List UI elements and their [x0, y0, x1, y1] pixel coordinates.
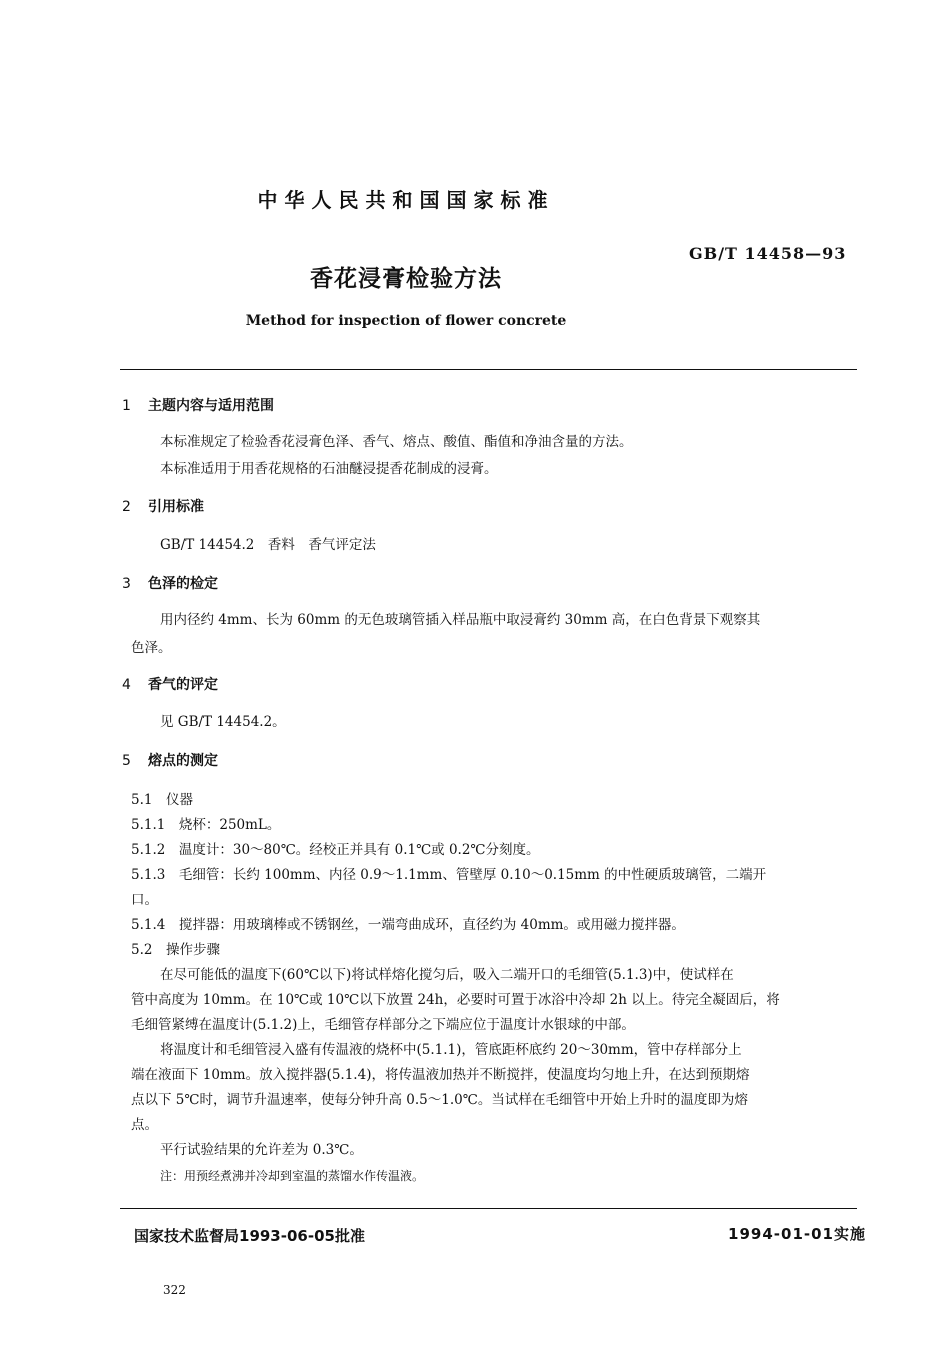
clause-5-1-2: 5.1.2 温度计：30～80℃。经校正并具有 0.1℃或 0.2℃分刻度。	[131, 842, 540, 858]
section-title: 香气的评定	[148, 677, 218, 693]
procedure-paragraph-2-line-3: 点以下 5℃时，调节升温速率，使每分钟升高 0.5～1.0℃。当试样在毛细管中开始上升时的温度即为熔	[131, 1092, 748, 1108]
section-title: 色泽的检定	[148, 576, 218, 592]
section-3-paragraph-line-1: 用内径约 4mm、长为 60mm 的无色玻璃管插入样品瓶中取浸膏约 30mm 高，在白色背景下观察其	[160, 612, 761, 628]
document-title-cn: 香花浸膏检验方法	[310, 266, 502, 292]
section-number: 5	[122, 753, 131, 769]
procedure-paragraph-2-line-1: 将温度计和毛细管浸入盛有传温液的烧杯中(5.1.1)，管底距杯底约 20～30mm，管中存样部分上	[160, 1042, 742, 1058]
section-1-heading	[122, 395, 274, 415]
section-1-paragraph-1: 本标准规定了检验香花浸膏色泽、香气、熔点、酸值、酯值和净油含量的方法。	[160, 434, 633, 450]
national-standard-heading: 中华人民共和国国家标准	[257, 188, 555, 212]
clause-5-1-1: 5.1.1 烧杯：250mL。	[131, 817, 281, 833]
effective-date-line: 1994-01-01实施	[728, 1225, 866, 1243]
section-5-heading	[122, 750, 218, 770]
section-number: 3	[122, 576, 131, 592]
clause-5-2: 5.2 操作步骤	[131, 942, 220, 958]
procedure-paragraph-1-line-2: 管中高度为 10mm。在 10℃或 10℃以下放置 24h，必要时可置于冰浴中冷却 2h 以上。待完全凝固后，将	[131, 992, 780, 1008]
section-3-paragraph-line-2: 色泽。	[131, 640, 172, 656]
section-2-heading	[122, 496, 204, 516]
section-number: 4	[122, 677, 131, 693]
procedure-paragraph-2-line-2: 端在液面下 10mm。放入搅拌器(5.1.4)，将传温液加热并不断搅拌，使温度均匀地上升，在达到预期熔	[131, 1067, 750, 1083]
section-title: 引用标准	[148, 499, 204, 515]
procedure-paragraph-2-line-4: 点。	[131, 1117, 158, 1133]
section-1-paragraph-2: 本标准适用于用香花规格的石油醚浸提香花制成的浸膏。	[160, 461, 498, 477]
section-number: 2	[122, 499, 131, 515]
section-number: 1	[122, 398, 131, 414]
section-4-heading	[122, 674, 218, 694]
document-title-en: Method for inspection of flower concrete	[245, 313, 567, 329]
section-title: 主题内容与适用范围	[148, 398, 274, 414]
page-number: 322	[163, 1283, 186, 1297]
section-4-paragraph: 见 GB/T 14454.2。	[160, 714, 286, 730]
approval-line: 国家技术监督局1993-06-05批准	[134, 1227, 365, 1245]
clause-5-1-3-line-2: 口。	[131, 892, 158, 908]
clause-5-1-4: 5.1.4 搅拌器：用玻璃棒或不锈钢丝，一端弯曲成环，直径约为 40mm。或用磁力搅拌器。	[131, 917, 685, 933]
note: 注：用预经煮沸并冷却到室温的蒸馏水作传温液。	[160, 1169, 425, 1183]
referenced-standard: GB/T 14454.2 香料 香气评定法	[160, 537, 376, 553]
procedure-paragraph-1-line-1: 在尽可能低的温度下(60℃以下)将试样熔化搅匀后，吸入二端开口的毛细管(5.1.3)中，使试样在	[160, 967, 734, 983]
header-divider	[120, 369, 857, 370]
clause-5-1-3-line-1: 5.1.3 毛细管：长约 100mm、内径 0.9～1.1mm、管壁厚 0.10～0.15mm 的中性硬质玻璃管，二端开	[131, 867, 767, 883]
standard-number: GB/T 14458—93	[689, 244, 847, 263]
tolerance-paragraph: 平行试验结果的允许差为 0.3℃。	[160, 1142, 363, 1158]
clause-5-1: 5.1 仪器	[131, 792, 193, 808]
section-3-heading	[122, 573, 218, 593]
footer-divider	[120, 1208, 857, 1209]
section-title: 熔点的测定	[148, 753, 218, 769]
procedure-paragraph-1-line-3: 毛细管紧缚在温度计(5.1.2)上，毛细管存样部分之下端应位于温度计水银球的中部。	[131, 1017, 635, 1033]
